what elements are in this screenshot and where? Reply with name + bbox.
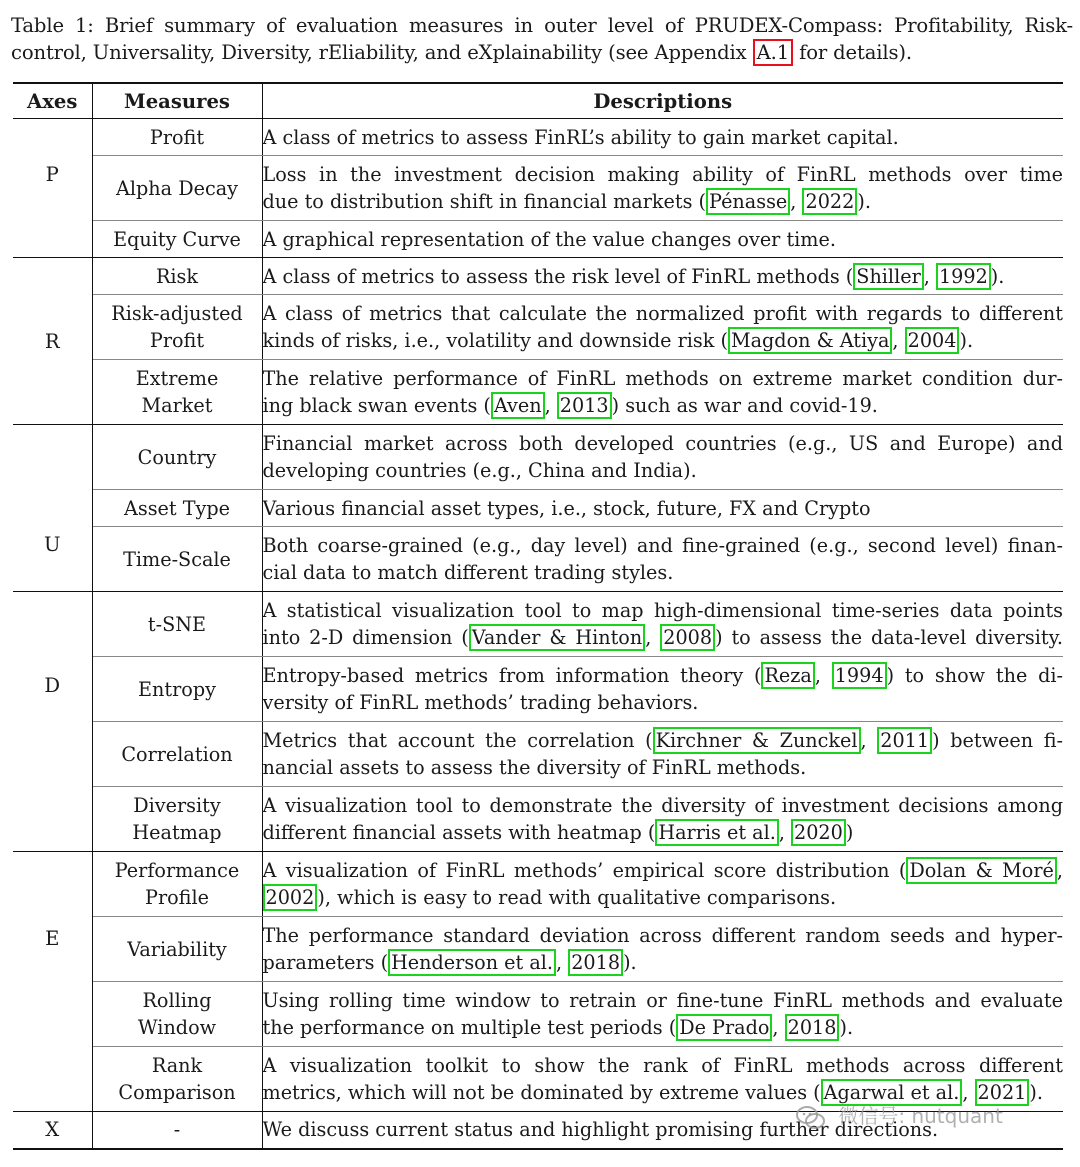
- measure-cell: Extreme Market: [92, 360, 262, 425]
- citation-link[interactable]: Pénasse: [706, 188, 790, 215]
- group-p: [13, 119, 1063, 258]
- description-cell: Metrics that account the correlation ( Kirchner & Zunckel , 2011 ) between fi- nancial assets to assess the diversity of FinRL methods.: [262, 722, 1063, 787]
- description-cell: Loss in the investment decision making ability of FinRL methods over time due to distribution shift in financial markets ( Pénasse , 2022 ).: [262, 156, 1063, 221]
- description-cell: Both coarse-grained (e.g., day level) and fine-grained (e.g., second level) finan- cial data to match different trading styles.: [262, 534, 1063, 584]
- measure-cell: Rank Comparison: [92, 1047, 262, 1112]
- measure-cell: Entropy: [92, 657, 262, 722]
- header-axes: Axes: [13, 83, 92, 119]
- citation-year-link[interactable]: 2013: [557, 392, 612, 419]
- table-row: [13, 258, 1063, 295]
- wechat-icon: [796, 1105, 826, 1131]
- group-d: [13, 592, 1063, 852]
- description-cell: A visualization of FinRL methods’ empirical score distribution ( Dolan & Moré , 2002 ), which is easy to read with qualitative comparisons.: [262, 852, 1063, 917]
- description-cell: We discuss current status and highlight promising further directions.: [262, 1118, 939, 1142]
- citation-link[interactable]: Shiller: [853, 263, 923, 290]
- table-row: [13, 119, 1063, 156]
- description-cell: A class of metrics to assess the risk level of FinRL methods ( Shiller , 1992 ).: [262, 258, 1063, 295]
- table-row: [13, 982, 1063, 1047]
- table-row: [13, 592, 1063, 657]
- measure-cell: t-SNE: [92, 592, 262, 657]
- measure-cell: Alpha Decay: [92, 156, 262, 221]
- citation-link[interactable]: Harris et al.: [655, 819, 778, 846]
- citation-link[interactable]: Henderson et al.: [388, 949, 556, 976]
- table-row: [13, 156, 1063, 221]
- header-row: [13, 83, 1063, 119]
- measure-cell: Diversity Heatmap: [92, 787, 262, 852]
- citation-year-link[interactable]: 2002: [263, 884, 318, 911]
- description-cell: A graphical representation of the value changes over time.: [262, 227, 836, 251]
- measure-cell: Correlation: [92, 722, 262, 787]
- table-row: [13, 787, 1063, 852]
- citation-year-link[interactable]: 2011: [877, 727, 932, 754]
- caption-line-1: Table 1: Brief summary of evaluation measures in outer level of PRUDEX-Compass: Profitability, Risk-: [11, 14, 1073, 37]
- description-cell: A class of metrics to assess FinRL’s ability to gain market capital.: [262, 119, 1063, 156]
- group-r: [13, 258, 1063, 425]
- evaluation-measures-table: [13, 82, 1063, 1150]
- description-cell: A statistical visualization tool to map high-dimensional time-series data points into 2-D dimension ( Vander & Hinton , 2008 ) to assess the data-level diversity.: [262, 592, 1063, 657]
- citation-year-link[interactable]: 2004: [905, 327, 960, 354]
- description-cell: Various financial asset types, i.e., stock, future, FX and Crypto: [262, 490, 1063, 527]
- watermark-text: 微信号: nutquant: [838, 1104, 1003, 1128]
- caption-line-2: control, Universality, Diversity, rEliability, and eXplainability (see Appendix A.1 for details).: [11, 41, 912, 64]
- measure-cell: Country: [92, 425, 262, 490]
- table-row: [13, 657, 1063, 722]
- measure-cell: Equity Curve: [92, 221, 262, 258]
- table-row: [13, 917, 1063, 982]
- citation-year-link[interactable]: 2022: [802, 188, 857, 215]
- description-cell: A class of metrics that calculate the normalized profit with regards to different kinds of risks, i.e., volatility and downside risk ( Magdon & Atiya , 2004 ).: [262, 295, 1063, 360]
- citation-year-link[interactable]: 2018: [785, 1014, 840, 1041]
- description-cell: The relative performance of FinRL methods on extreme market condition dur- ing black swan events ( Aven , 2013 ) such as war and covid-19.: [262, 367, 1063, 417]
- citation-link[interactable]: Aven: [491, 392, 545, 419]
- axis-label: E: [13, 852, 92, 1112]
- table-row: [13, 852, 1063, 917]
- citation-year-link[interactable]: 1992: [936, 263, 991, 290]
- measure-cell: Variability: [92, 917, 262, 982]
- description-cell: Using rolling time window to retrain or fine-tune FinRL methods and evaluate the performance on multiple test periods ( De Prado , 2018 ).: [262, 982, 1063, 1047]
- citation-link[interactable]: De Prado: [676, 1014, 772, 1041]
- measure-cell: -: [92, 1112, 262, 1149]
- measure-cell: Profit: [92, 119, 262, 156]
- citation-link[interactable]: Reza: [761, 662, 814, 689]
- measure-cell: Performance Profile: [92, 852, 262, 917]
- watermark: [796, 1100, 1003, 1130]
- description-cell: A visualization toolkit to show the rank of FinRL methods across different metrics, which will not be dominated by extreme values ( Agarwal et al. , 2021 ).: [262, 1054, 1063, 1104]
- description-cell: Entropy-based metrics from information theory ( Reza , 1994 ) to show the di- versity of FinRL methods’ trading behaviors.: [262, 657, 1063, 722]
- citation-year-link[interactable]: 2008: [660, 624, 715, 651]
- citation-year-link[interactable]: 2021: [975, 1079, 1030, 1106]
- citation-year-link[interactable]: 1994: [832, 662, 887, 689]
- measure-cell: Risk-adjusted Profit: [92, 295, 262, 360]
- table-row: [13, 221, 1063, 258]
- description-cell: Financial market across both developed countries (e.g., US and Europe) and developing countries (e.g., China and India).: [262, 425, 1063, 490]
- group-e: [13, 852, 1063, 1112]
- axis-label: X: [13, 1112, 92, 1149]
- axis-label: U: [13, 425, 92, 592]
- table-row: [13, 425, 1063, 490]
- group-u: [13, 425, 1063, 592]
- measure-cell: Rolling Window: [92, 982, 262, 1047]
- table-caption: [11, 12, 1073, 66]
- axis-label: R: [13, 258, 92, 425]
- axis-label: P: [13, 119, 92, 258]
- axis-label: D: [13, 592, 92, 852]
- description-cell: The performance standard deviation across different random seeds and hyper- parameters ( Henderson et al. , 2018 ).: [262, 917, 1063, 982]
- table-row: [13, 527, 1063, 592]
- citation-link[interactable]: Magdon & Atiya: [728, 327, 892, 354]
- measure-cell: Asset Type: [92, 490, 262, 527]
- header-descriptions: Descriptions: [593, 89, 733, 113]
- table-row: [13, 360, 1063, 425]
- description-cell: A visualization tool to demonstrate the diversity of investment decisions among different financial assets with heatmap ( Harris et al. , 2020 ): [262, 794, 1063, 844]
- appendix-link[interactable]: A.1: [753, 39, 793, 66]
- citation-year-link[interactable]: 2020: [791, 819, 846, 846]
- measure-cell: Risk: [92, 258, 262, 295]
- citation-link[interactable]: Vander & Hinton: [469, 624, 645, 651]
- header-measures: Measures: [92, 83, 262, 119]
- table-row: [13, 490, 1063, 527]
- citation-link[interactable]: Dolan & Moré: [906, 857, 1057, 884]
- citation-year-link[interactable]: 2018: [568, 949, 623, 976]
- table-row: [13, 295, 1063, 360]
- citation-link[interactable]: Kirchner & Zunckel: [653, 727, 861, 754]
- table-row: [13, 722, 1063, 787]
- citation-link[interactable]: Agarwal et al.: [821, 1079, 963, 1106]
- measure-cell: Time-Scale: [92, 527, 262, 592]
